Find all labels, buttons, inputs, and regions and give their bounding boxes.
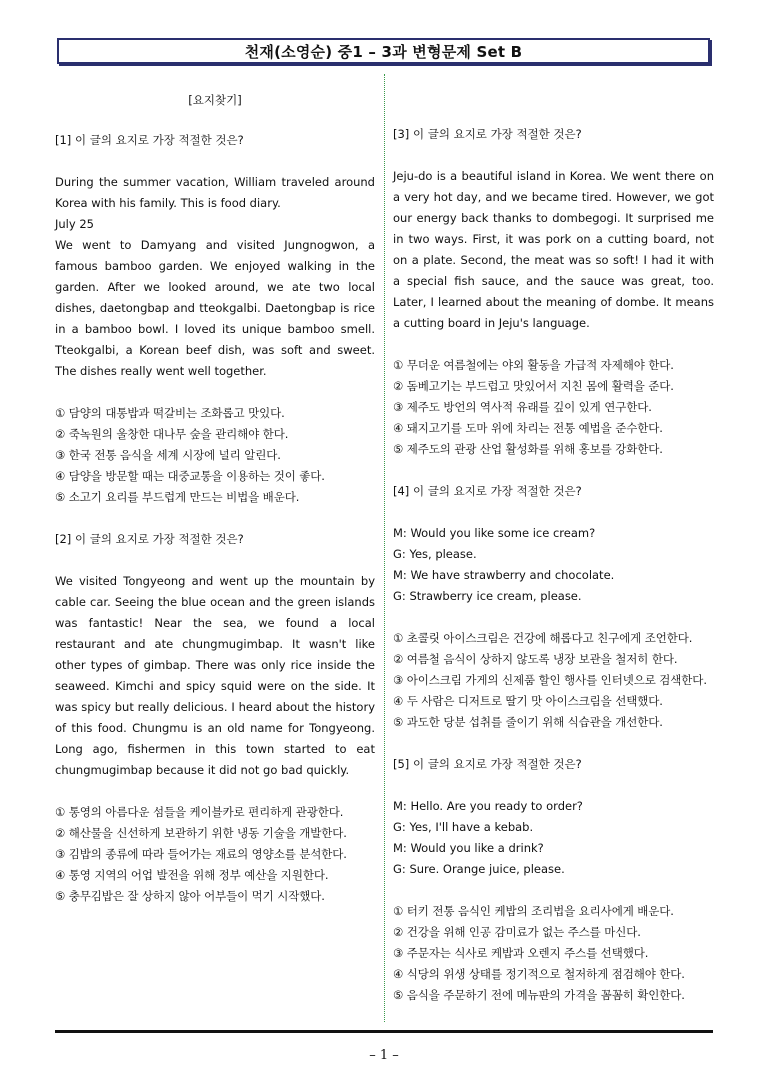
option-item[interactable]: ⑤ 제주도의 관광 산업 활성화를 위해 홍보를 강화한다. — [393, 442, 663, 456]
question-5-prompt: [5] 이 글의 요지로 가장 적절한 것은? — [393, 757, 582, 771]
option-item[interactable]: ③ 제주도 방언의 역사적 유래를 깊이 있게 연구한다. — [393, 400, 652, 414]
option-item[interactable]: ④ 통영 지역의 어업 발전을 위해 정부 예산을 지원한다. — [55, 868, 329, 882]
dialog-line: M: We have strawberry and chocolate. — [393, 568, 615, 582]
question-3-passage: Jeju-do is a beautiful island in Korea. We went there on a very hot day, and we became tired. However, we got our energy back thanks to dombegogi. It surprised me in two ways. First, it was pork on a cutting board, not on a plate. Second, the meat was so soft! I had it with a special fish sauce, and the sauce was great, too. Later, I learned about the meaning of dombe. It means a cutting board in Jeju's language. — [393, 169, 714, 330]
option-item[interactable]: ① 통영의 아름다운 섬들을 케이블카로 편리하게 관광한다. — [55, 805, 344, 819]
question-5-dialog — [393, 796, 714, 880]
option-item[interactable]: ⑤ 과도한 당분 섭취를 줄이기 위해 식습관을 개선한다. — [393, 715, 663, 729]
question-4-options — [393, 628, 714, 733]
option-item[interactable]: ② 건강을 위해 인공 감미료가 없는 주스를 마신다. — [393, 925, 641, 939]
option-item[interactable]: ⑤ 충무김밥은 잘 상하지 않아 어부들이 먹기 시작했다. — [55, 889, 325, 903]
question-1-prompt: [1] 이 글의 요지로 가장 적절한 것은? — [55, 133, 244, 147]
left-column — [55, 82, 375, 928]
option-item[interactable]: ③ 한국 전통 음식을 세계 시장에 널리 알린다. — [55, 448, 281, 462]
page-title: 천재(소영순) 중1 – 3과 변형문제 Set B — [57, 38, 710, 64]
question-5-options — [393, 901, 714, 1006]
option-item[interactable]: ③ 주문자는 식사로 케밥과 오렌지 주스를 선택했다. — [393, 946, 649, 960]
option-item[interactable]: ④ 담양을 방문할 때는 대중교통을 이용하는 것이 좋다. — [55, 469, 325, 483]
option-item[interactable]: ① 터키 전통 음식인 케밥의 조리법을 요리사에게 배운다. — [393, 904, 674, 918]
option-item[interactable]: ② 여름철 음식이 상하지 않도록 냉장 보관을 철저히 한다. — [393, 652, 678, 666]
option-item[interactable]: ② 돔베고기는 부드럽고 맛있어서 지친 몸에 활력을 준다. — [393, 379, 674, 393]
question-3-options — [393, 355, 714, 460]
question-2-options — [55, 802, 375, 907]
question-3-prompt: [3] 이 글의 요지로 가장 적절한 것은? — [393, 127, 582, 141]
dialog-line: G: Yes, please. — [393, 547, 477, 561]
right-column — [393, 124, 714, 1027]
question-4-prompt: [4] 이 글의 요지로 가장 적절한 것은? — [393, 484, 582, 498]
option-item[interactable]: ① 담양의 대통밥과 떡갈비는 조화롭고 맛있다. — [55, 406, 285, 420]
option-item[interactable]: ③ 아이스크림 가게의 신제품 할인 행사를 인터넷으로 검색한다. — [393, 673, 707, 687]
question-1-passage — [55, 172, 375, 382]
question-2-passage: We visited Tongyeong and went up the mountain by cable car. Seeing the blue ocean and the green islands was fantastic! Near the sea, we found a local restaurant and ate chungmugimbap. It wasn't like other types of gimbap. There was only rice inside the seaweed. Kimchi and spicy squid were on the side. It was spicy but really delicious. I heard about the history of this food. Chungmu is an old name for Tongyeong. Long ago, fishermen in this town started to eat chungmugimbap because it did not go bad quickly. — [55, 574, 375, 777]
dialog-line: G: Strawberry ice cream, please. — [393, 589, 582, 603]
option-item[interactable]: ③ 김밥의 종류에 따라 들어가는 재료의 영양소를 분석한다. — [55, 847, 347, 861]
dialog-line: M: Hello. Are you ready to order? — [393, 799, 583, 813]
option-item[interactable]: ② 죽녹원의 울창한 대나무 숲을 관리해야 한다. — [55, 427, 289, 441]
option-item[interactable]: ④ 돼지고기를 도마 위에 차리는 전통 예법을 준수한다. — [393, 421, 663, 435]
dialog-line: M: Would you like a drink? — [393, 841, 544, 855]
option-item[interactable]: ⑤ 음식을 주문하기 전에 메뉴판의 가격을 꼼꼼히 확인한다. — [393, 988, 685, 1002]
question-1-intro: During the summer vacation, William traveled around Korea with his family. This is food diary. — [55, 175, 375, 210]
option-item[interactable]: ① 초콜릿 아이스크림은 건강에 해롭다고 친구에게 조언한다. — [393, 631, 693, 645]
option-item[interactable]: ④ 식당의 위생 상태를 정기적으로 철저하게 점검해야 한다. — [393, 967, 685, 981]
question-2-prompt: [2] 이 글의 요지로 가장 적절한 것은? — [55, 532, 244, 546]
footer-rule — [55, 1030, 713, 1033]
option-item[interactable]: ④ 두 사람은 디저트로 딸기 맛 아이스크림을 선택했다. — [393, 694, 663, 708]
dialog-line: M: Would you like some ice cream? — [393, 526, 596, 540]
option-item[interactable]: ① 무더운 여름철에는 야외 활동을 가급적 자제해야 한다. — [393, 358, 674, 372]
question-1-body: We went to Damyang and visited Jungnogwon, a famous bamboo garden. We enjoyed walking in the garden. After we looked around, we ate two local dishes, daetongbap and tteokgalbi. Daetongbap is rice in a bamboo bowl. I loved its unique bamboo smell. Tteokgalbi, a Korean beef dish, was soft and sweet. The dishes really went well together. — [55, 238, 375, 378]
question-4-dialog — [393, 523, 714, 607]
question-1-options — [55, 403, 375, 508]
option-item[interactable]: ⑤ 소고기 요리를 부드럽게 만드는 비법을 배운다. — [55, 490, 300, 504]
dialog-line: G: Yes, I'll have a kebab. — [393, 820, 534, 834]
option-item[interactable]: ② 해산물을 신선하게 보관하기 위한 냉동 기술을 개발한다. — [55, 826, 347, 840]
question-1-date: July 25 — [55, 217, 94, 231]
page-number: – 1 – — [369, 1048, 399, 1063]
section-title: [요지찾기] — [188, 93, 242, 107]
dialog-line: G: Sure. Orange juice, please. — [393, 862, 565, 876]
column-divider — [384, 74, 385, 1022]
